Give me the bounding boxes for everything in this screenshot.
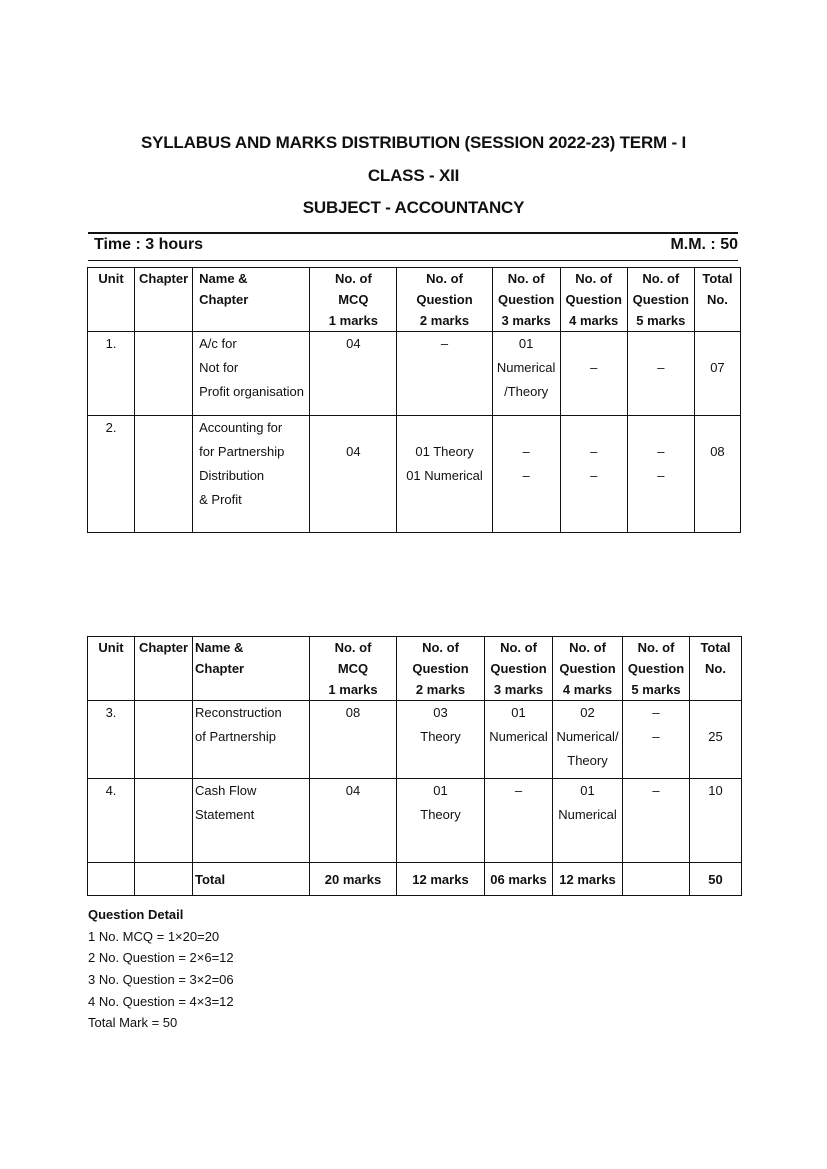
header-q5: Question <box>632 292 689 307</box>
header-q5: No. of <box>637 640 675 655</box>
row-q4: – <box>590 444 598 459</box>
row-mcq: 04 <box>346 444 361 459</box>
row-unit: 3. <box>105 705 117 720</box>
row-q5: – <box>657 468 665 483</box>
header-q3: No. of <box>500 640 537 655</box>
row-q4: – <box>590 468 598 483</box>
header-q4: No. of <box>569 640 606 655</box>
subject-heading: SUBJECT - ACCOUNTANCY <box>302 198 525 217</box>
row-mcq: 08 <box>345 705 361 720</box>
header-q3: Question <box>497 292 555 307</box>
header-total: Total <box>700 640 731 655</box>
header-mcq: MCQ <box>338 292 369 307</box>
row-q2: 01 <box>433 783 448 798</box>
header-total: No. <box>705 661 726 676</box>
row-q3: /Theory <box>504 384 549 399</box>
marks-table-1 <box>87 267 741 533</box>
question-detail-line: 4 No. Question = 4×3=12 <box>88 993 234 1009</box>
row-q4: – <box>590 360 598 375</box>
table-row <box>88 701 742 779</box>
total-q4: 12 marks <box>553 863 623 896</box>
row-q2: Theory <box>420 807 461 822</box>
row-name: of Partnership <box>195 729 276 744</box>
time-label: Time : 3 hours <box>94 236 204 253</box>
row-unit: 4. <box>105 783 117 798</box>
time-bar <box>94 236 738 254</box>
row-name: Cash Flow <box>195 783 257 798</box>
header-mcq: MCQ <box>337 661 369 676</box>
row-q5: – <box>652 729 660 744</box>
row-q2: 01 Numerical <box>406 468 483 483</box>
header-q5: 5 marks <box>636 313 686 328</box>
total-q2: 12 marks <box>397 863 485 896</box>
header-total: Total <box>702 271 733 286</box>
header-q2: 2 marks <box>415 682 466 697</box>
header-q4: Question <box>565 292 622 307</box>
header-q5: 5 marks <box>631 682 681 697</box>
row-q4: 01 <box>580 783 595 798</box>
total-q3: 06 marks <box>485 863 553 896</box>
header-q4: 4 marks <box>562 682 613 697</box>
class-heading: CLASS - XII <box>367 166 460 185</box>
header-q3: No. of <box>507 271 545 286</box>
bottom-rule <box>88 260 738 261</box>
total-label: Total <box>193 863 310 896</box>
row-q3: – <box>522 468 530 483</box>
row-mcq: 04 <box>345 783 361 798</box>
row-q4: Theory <box>567 753 608 768</box>
header-chapter: Chapter <box>138 640 189 655</box>
header-unit: Unit <box>98 271 124 286</box>
row-q2: – <box>440 336 449 351</box>
row-q2: Theory <box>420 729 461 744</box>
max-marks-label: M.M. : 50 <box>670 236 738 253</box>
total-grand: 50 <box>690 863 742 896</box>
header-mcq: 1 marks <box>328 682 378 697</box>
row-total: 08 <box>710 444 725 459</box>
question-detail-line: Total Mark = 50 <box>88 1015 178 1031</box>
row-name: Accounting for <box>199 420 283 435</box>
header-q3: Question <box>490 661 547 676</box>
row-name: Not for <box>199 360 239 375</box>
header-q3: 3 marks <box>493 682 544 697</box>
row-q4: Numerical <box>558 807 617 822</box>
row-q3: 01 <box>518 336 534 351</box>
header-name: Chapter <box>199 292 249 307</box>
header-q4: 4 marks <box>569 313 619 328</box>
total-row <box>88 863 742 896</box>
row-q3: Numerical <box>489 729 548 744</box>
row-name: Statement <box>195 807 255 822</box>
table-header-row <box>88 637 742 701</box>
question-detail-line: 3 No. Question = 3×2=06 <box>88 972 234 988</box>
header-q2: 2 marks <box>419 313 470 328</box>
total-mcq: 20 marks <box>310 863 397 896</box>
row-q5: – <box>657 360 665 375</box>
question-detail-line: 2 No. Question = 2×6=12 <box>88 950 234 966</box>
row-name: A/c for <box>199 336 237 351</box>
header-mcq: 1 marks <box>328 313 378 328</box>
row-q4: Numerical/ <box>556 729 619 744</box>
header-name: Chapter <box>195 661 245 676</box>
question-detail <box>88 904 234 1034</box>
table-row <box>88 779 742 863</box>
table-row <box>88 416 741 533</box>
header-q4: No. of <box>575 271 613 286</box>
header-q4: Question <box>559 661 616 676</box>
header-q2: Question <box>412 661 469 676</box>
row-name: Reconstruction <box>195 705 282 720</box>
row-q4: 02 <box>580 705 595 720</box>
header-q2: Question <box>416 292 473 307</box>
table-header-row <box>88 268 741 332</box>
row-unit: 2. <box>105 420 117 435</box>
row-total: 10 <box>708 783 723 798</box>
top-rule <box>88 232 738 234</box>
row-mcq: 04 <box>346 336 361 351</box>
row-q5: – <box>652 705 660 720</box>
row-q3: Numerical <box>496 360 556 375</box>
header-q5: No. of <box>642 271 680 286</box>
row-unit: 1. <box>105 336 117 351</box>
row-name: Profit organisation <box>199 384 304 399</box>
header-q5: Question <box>627 661 685 676</box>
question-detail-line: 1 No. MCQ = 1×20=20 <box>88 928 220 944</box>
header-mcq: No. of <box>334 271 372 286</box>
row-name: Distribution <box>199 468 265 483</box>
marks-table-2 <box>87 636 742 896</box>
header-chapter: Chapter <box>139 271 189 286</box>
row-name: for Partnership <box>199 444 285 459</box>
row-q3: – <box>522 444 530 459</box>
header-name: Name & <box>195 640 244 655</box>
header-q3: 3 marks <box>501 313 551 328</box>
row-q5: – <box>652 783 660 798</box>
row-q5: – <box>657 444 665 459</box>
row-total: 25 <box>708 729 723 744</box>
header-name: Name & <box>199 271 248 286</box>
header-unit: Unit <box>98 640 124 655</box>
total-q5 <box>623 863 690 896</box>
table-row <box>88 332 741 416</box>
row-q2: 01 Theory <box>415 444 474 459</box>
row-q3: 01 <box>511 705 526 720</box>
row-q2: 03 <box>433 705 448 720</box>
question-detail-title: Question Detail <box>88 907 184 922</box>
header-q2: No. of <box>422 640 459 655</box>
row-name: & Profit <box>199 492 242 507</box>
header-q2: No. of <box>426 271 463 286</box>
row-q3: – <box>514 783 523 798</box>
header-mcq: No. of <box>334 640 372 655</box>
header-total: No. <box>706 292 728 307</box>
document-title: SYLLABUS AND MARKS DISTRIBUTION (SESSION 2022-23) TERM - I <box>140 133 687 152</box>
row-total: 07 <box>710 360 725 375</box>
